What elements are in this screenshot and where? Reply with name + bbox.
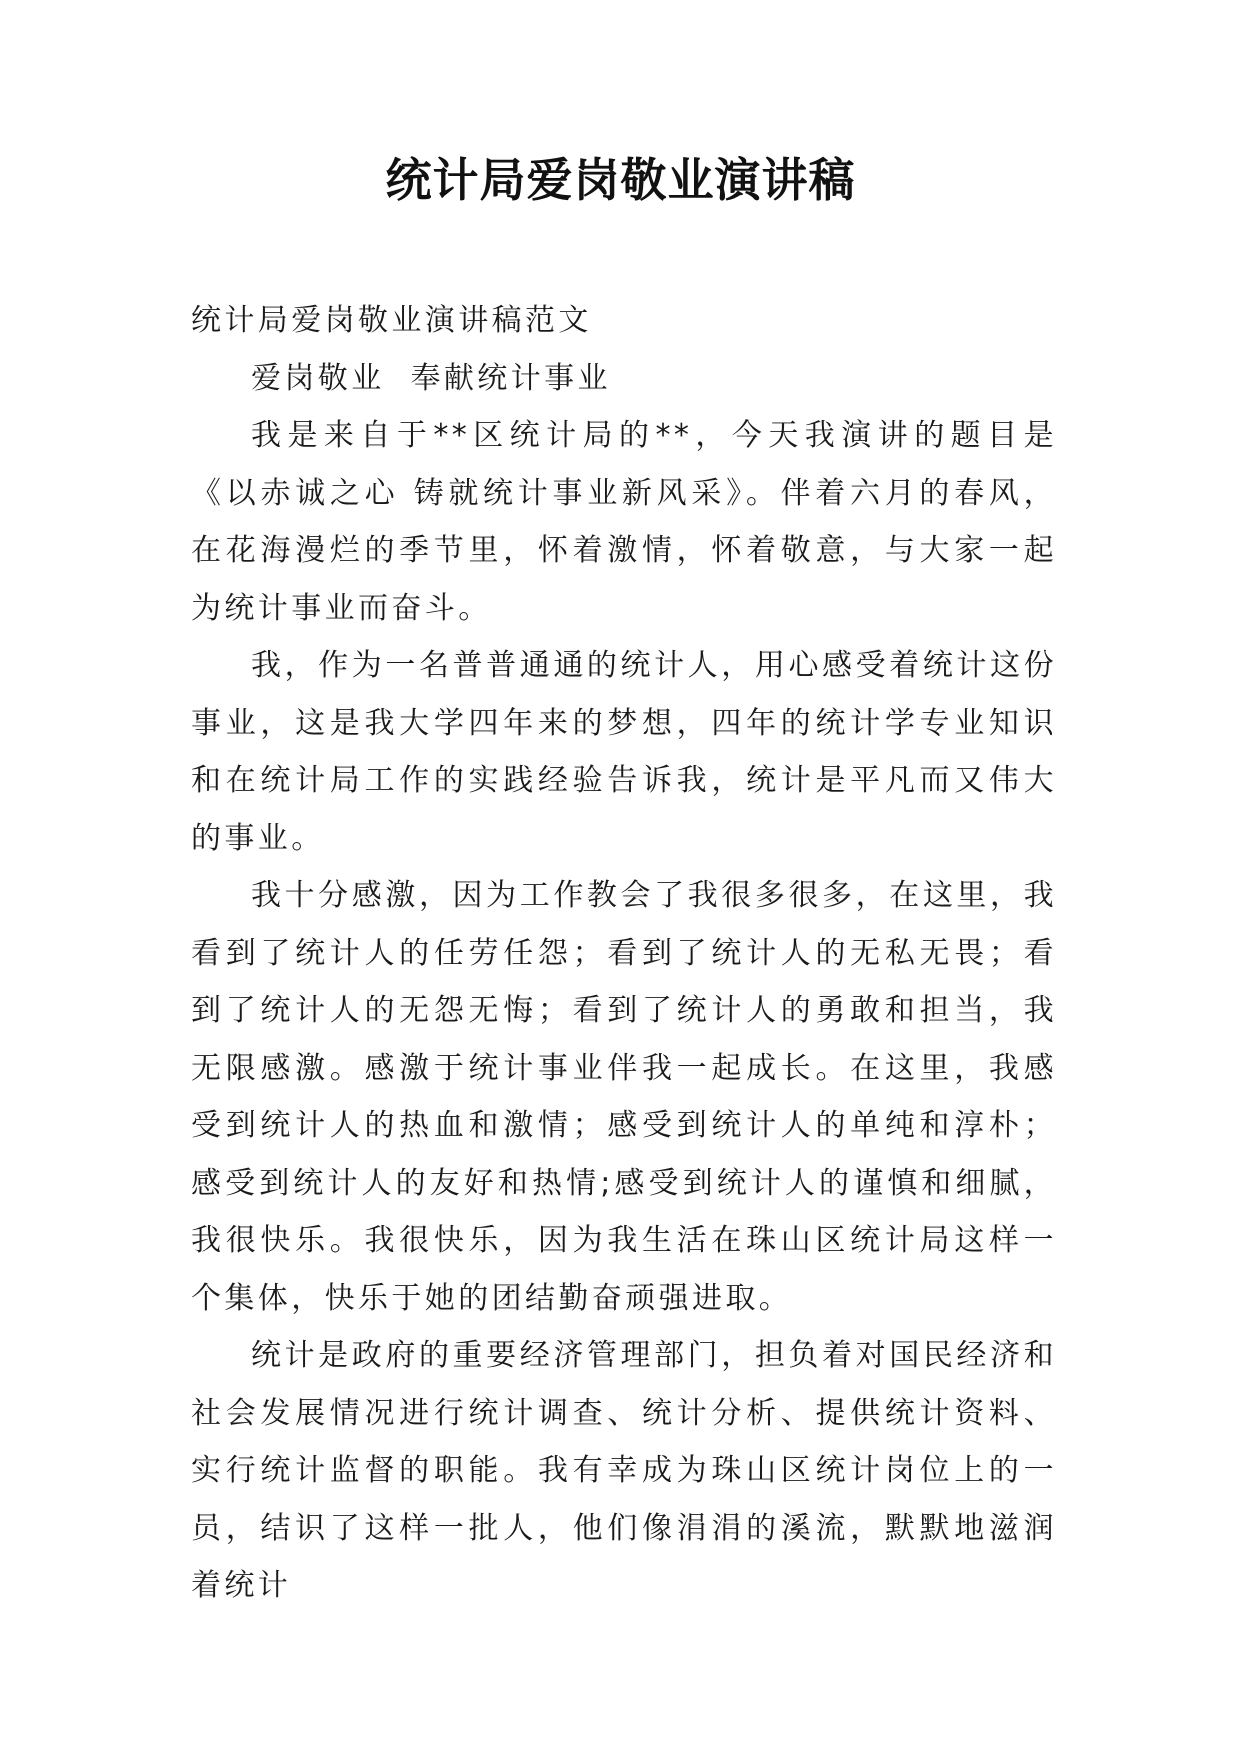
paragraph: 我是来自于**区统计局的**，今天我演讲的题目是《以赤诚之心 铸就统计事业新风采》。伴着六月的春风，在花海漫烂的季节里，怀着激情，怀着敬意，与大家一起为统计事业而奋斗。 [191, 418, 1057, 626]
paragraph: 统计是政府的重要经济管理部门，担负着对国民经济和社会发展情况进行统计调查、统计分析、提供统计资料、实行统计监督的职能。我有幸成为珠山区统计岗位上的一员，结识了这样一批人，他们像涓涓的溪流，默默地滋润着统计 [191, 1338, 1057, 1603]
paragraph: 我十分感激，因为工作教会了我很多很多，在这里，我看到了统计人的任劳任怨；看到了统计人的无私无畏；看到了统计人的无怨无悔；看到了统计人的勇敢和担当，我无限感激。感激于统计事业伴我一起成长。在这里，我感受到统计人的热血和激情；感受到统计人的单纯和淳朴；感受到统计人的友好和热情;感受到统计人的谨慎和细腻，我很快乐。我很快乐，因为我生活在珠山区统计局这样一个集体，快乐于她的团结勤奋顽强进取。 [191, 878, 1057, 1316]
paragraph: 我，作为一名普普通通的统计人，用心感受着统计这份事业，这是我大学四年来的梦想，四年的统计学专业知识和在统计局工作的实践经验告诉我，统计是平凡而又伟大的事业。 [191, 648, 1057, 856]
document-title: 统计局爱岗敬业演讲稿 [385, 153, 856, 207]
document-subtitle: 统计局爱岗敬业演讲稿范文 [191, 303, 592, 338]
section-heading: 爱岗敬业 奉献统计事业 [251, 360, 611, 396]
document-body [191, 292, 1057, 1615]
